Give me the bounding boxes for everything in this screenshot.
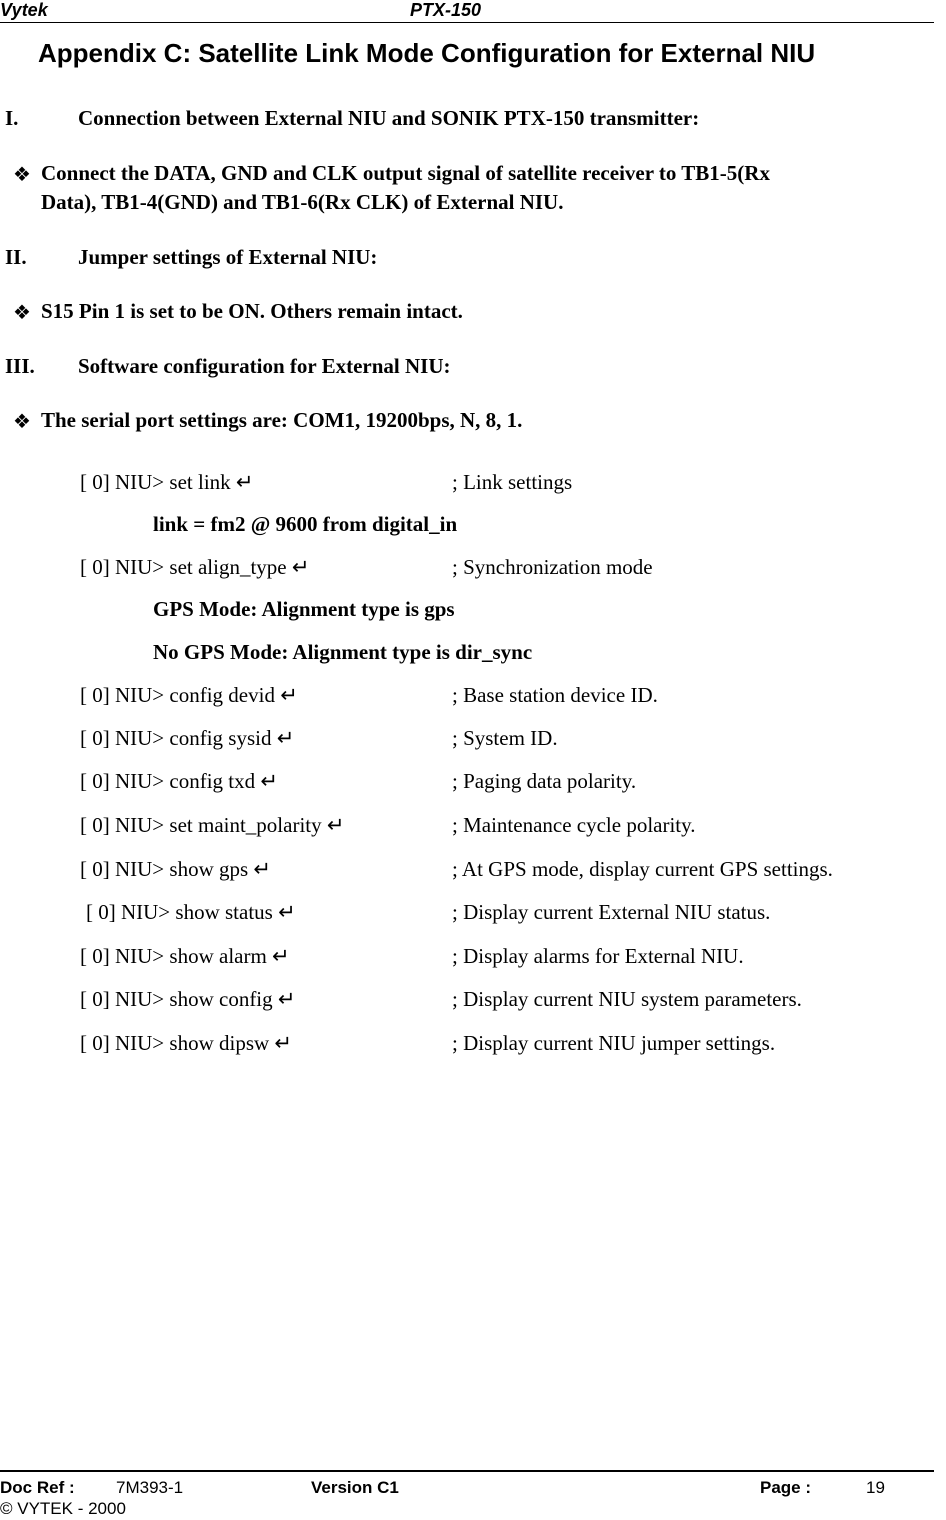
- command-response: link = fm2 @ 9600 from digital_in: [153, 512, 458, 536]
- command-comment: ; Paging data polarity.: [452, 769, 637, 793]
- command-line: [ 0] NIU> set link ↵: [80, 470, 254, 494]
- command-line: [ 0] NIU> config txd ↵: [80, 769, 278, 793]
- footer-page-label: Page :: [760, 1478, 812, 1497]
- command-comment: ; System ID.: [452, 726, 558, 750]
- diamond-bullet-icon: ❖: [13, 411, 31, 433]
- bullet-text: S15 Pin 1 is set to be ON. Others remain intact.: [41, 299, 463, 323]
- header-brand: Vytek: [0, 0, 48, 20]
- header-rule: [0, 22, 934, 23]
- command-comment: ; Display alarms for External NIU.: [452, 944, 744, 968]
- command-response: No GPS Mode: Alignment type is dir_sync: [153, 640, 533, 664]
- footer-docref-label: Doc Ref :: [0, 1478, 75, 1497]
- command-comment: ; Maintenance cycle polarity.: [452, 813, 696, 837]
- footer-rule: [0, 1470, 934, 1472]
- footer-copyright: © VYTEK - 2000: [0, 1499, 126, 1518]
- section-number: III.: [5, 354, 35, 378]
- footer-page-number: 19: [866, 1478, 885, 1497]
- command-line: [ 0] NIU> show config ↵: [80, 987, 296, 1011]
- bullet-text: Connect the DATA, GND and CLK output signal of satellite receiver to TB1-5(Rx: [41, 161, 770, 185]
- command-comment: ; At GPS mode, display current GPS settings.: [452, 857, 833, 881]
- command-comment: ; Link settings: [452, 470, 573, 494]
- command-comment: ; Base station device ID.: [452, 683, 658, 707]
- command-line: [ 0] NIU> set align_type ↵: [80, 555, 310, 579]
- page-title: Appendix C: Satellite Link Mode Configuration for External NIU: [38, 38, 816, 68]
- command-line: [ 0] NIU> config devid ↵: [80, 683, 298, 707]
- section-number: I.: [5, 106, 19, 130]
- bullet-text: The serial port settings are: COM1, 19200bps, N, 8, 1.: [41, 408, 523, 432]
- command-line: [ 0] NIU> set maint_polarity ↵: [80, 813, 345, 837]
- command-comment: ; Synchronization mode: [452, 555, 653, 579]
- command-line: [ 0] NIU> show status ↵: [86, 900, 296, 924]
- section-heading: Jumper settings of External NIU:: [78, 245, 378, 269]
- command-line: [ 0] NIU> show alarm ↵: [80, 944, 290, 968]
- footer-version: Version C1: [311, 1478, 399, 1497]
- section-heading: Connection between External NIU and SONIK PTX-150 transmitter:: [78, 106, 700, 130]
- command-comment: ; Display current NIU jumper settings.: [452, 1031, 776, 1055]
- section-number: II.: [5, 245, 27, 269]
- command-line: [ 0] NIU> show dipsw ↵: [80, 1031, 293, 1055]
- footer-docref-value: 7M393-1: [116, 1478, 184, 1497]
- command-response: GPS Mode: Alignment type is gps: [153, 597, 455, 621]
- diamond-bullet-icon: ❖: [13, 164, 31, 186]
- command-line: [ 0] NIU> config sysid ↵: [80, 726, 295, 750]
- section-heading: Software configuration for External NIU:: [78, 354, 451, 378]
- diamond-bullet-icon: ❖: [13, 302, 31, 324]
- command-comment: ; Display current External NIU status.: [452, 900, 771, 924]
- command-line: [ 0] NIU> show gps ↵: [80, 857, 272, 881]
- command-comment: ; Display current NIU system parameters.: [452, 987, 802, 1011]
- bullet-text-continued: Data), TB1-4(GND) and TB1-6(Rx CLK) of External NIU.: [41, 190, 564, 214]
- header-product: PTX-150: [410, 0, 482, 20]
